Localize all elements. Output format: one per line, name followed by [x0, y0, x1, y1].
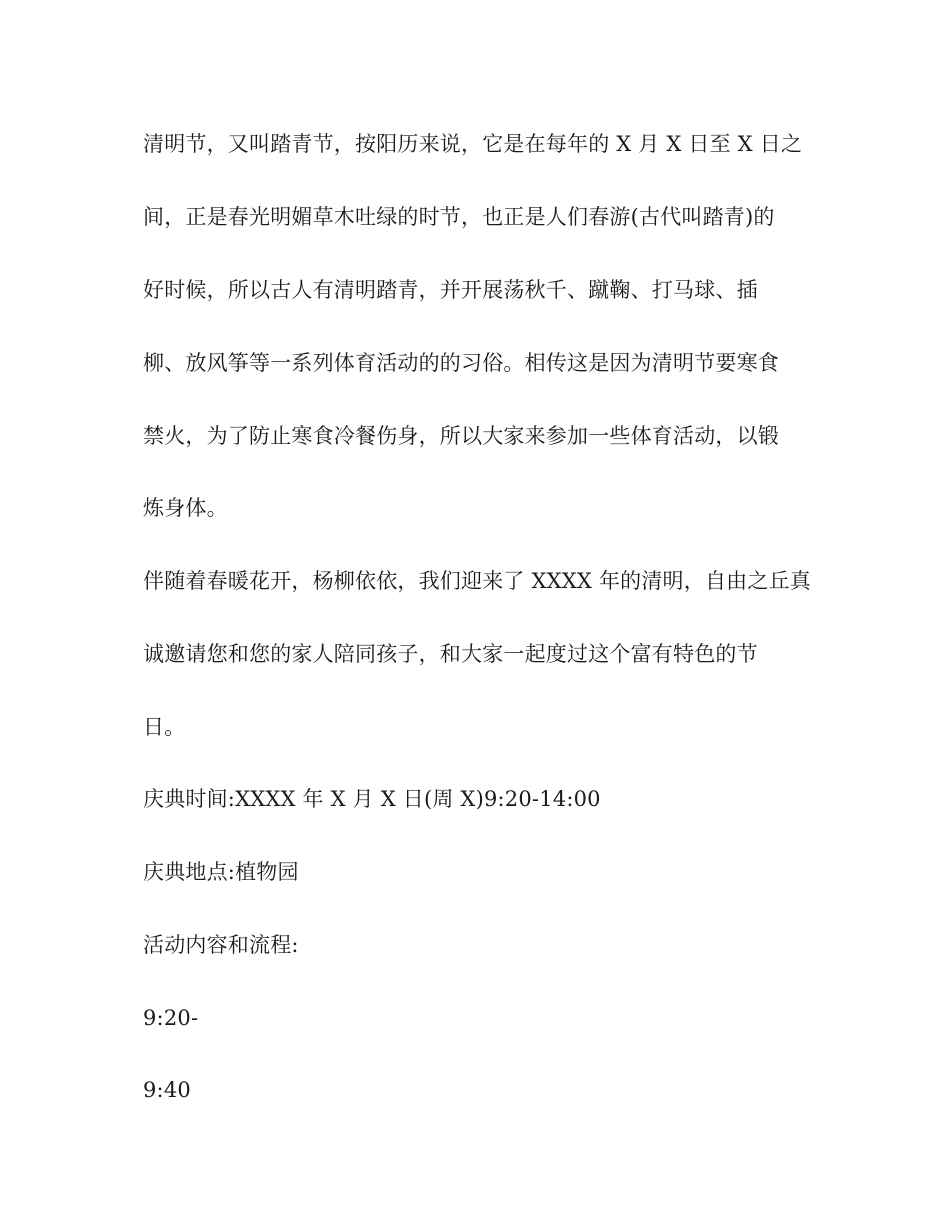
schedule-start-time: 9:20- [143, 1006, 199, 1030]
paragraph-2-line-1: 伴随着春暖花开，杨柳依依，我们迎来了 XXXX 年的清明，自由之丘真 [143, 569, 811, 593]
event-time: 庆典时间:XXXX 年 X 月 X 日(周 X)9:20-14:00 [143, 787, 601, 811]
activities-heading: 活动内容和流程: [143, 933, 299, 957]
paragraph-1-line-5: 禁火，为了防止寒食冷餐伤身，所以大家来参加一些体育活动，以锻 [143, 424, 779, 448]
paragraph-1-line-4: 柳、放风筝等一系列体育活动的的习俗。相传这是因为清明节要寒食 [143, 351, 779, 375]
paragraph-2-line-2: 诚邀请您和您的家人陪同孩子，和大家一起度过这个富有特色的节 [143, 642, 758, 666]
event-place: 庆典地点:植物园 [143, 860, 299, 884]
schedule-end-time: 9:40 [143, 1078, 191, 1102]
paragraph-1-line-6: 炼身体。 [143, 496, 228, 520]
paragraph-1-line-1: 清明节，又叫踏青节，按阳历来说，它是在每年的 X 月 X 日至 X 日之 [143, 132, 803, 156]
paragraph-2-line-3: 日。 [143, 715, 186, 739]
paragraph-1-line-2: 间，正是春光明媚草木吐绿的时节，也正是人们春游(古代叫踏青)的 [143, 205, 775, 229]
paragraph-1-line-3: 好时候，所以古人有清明踏青，并开展荡秋千、蹴鞠、打马球、插 [143, 278, 758, 302]
